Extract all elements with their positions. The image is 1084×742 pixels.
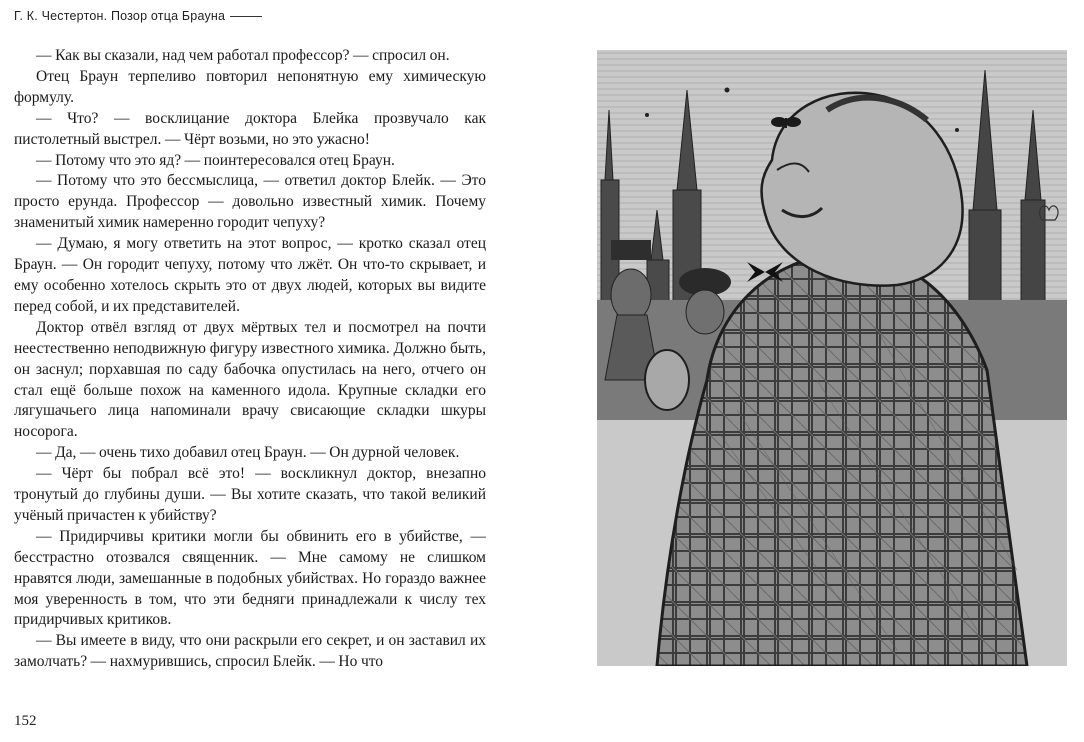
paragraph: Доктор отвёл взгляд от двух мёртвых тел и посмотрел на почти неестественно неподвижную фигуру известного химика. Должно быть, он заснул; порхавшая по саду бабочка опустилась на него, отчего он стал ещё больше похож на каменного идола. Крупные складки его лягушачьего лица напоминали врачу свисающие складки шкуры носорога. xyxy=(14,318,486,441)
page-number: 152 xyxy=(14,713,37,729)
hands xyxy=(645,350,689,410)
pencil-illustration xyxy=(597,50,1067,666)
paragraph: — Как вы сказали, над чем работал профессор? — спросил он. xyxy=(36,47,450,64)
paragraph: — Потому что это бессмыслица, — ответил доктор Блейк. — Это просто ерунда. Профессор — довольно известный химик. Почему знаменитый химик намеренно городит чепуху? xyxy=(14,172,486,232)
text-column xyxy=(14,46,486,673)
running-head-title: Г. К. Честертон. Позор отца Брауна xyxy=(14,9,226,23)
paragraph: — Думаю, я могу ответить на этот вопрос, — кротко сказал отец Браун. — Он городит чепуху, потому что лжёт. Он что-то скрывает, и ему особенно хотелось скрыть это от двух людей, которых вы видите перед собой, и их представителей. xyxy=(14,235,486,315)
running-head-rule xyxy=(230,16,262,17)
paragraph: — Да, — очень тихо добавил отец Браун. — Он дурной человек. xyxy=(36,444,460,462)
paragraph: — Потому что это яд? — поинтересовался отец Браун. xyxy=(36,151,395,169)
paragraph: Отец Браун терпеливо повторил непонятную ему химическую формулу. xyxy=(14,67,486,106)
butterfly-icon xyxy=(771,117,801,128)
paragraph: — Чёрт бы побрал всё это! — воскликнул доктор, внезапно тронутый до глубины души. — Вы хотите сказать, что такой великий учёный причастен к убийству? xyxy=(14,465,486,524)
paragraph: — Придирчивы критики могли бы обвинить его в убийстве, — бесстрастно отозвался священник. — Мне самому не слишком нравятся люди, замешанные в подобных убийствах. Но гораздо важнее моя уверенность в том, что эти бедняги принадлежали к числу тех придирчивых критиков. xyxy=(14,527,486,629)
paragraph: — Вы имеете в виду, что они раскрыли его секрет, и он заставил их замолчать? — нахмурившись, спросил Блейк. — Но что xyxy=(14,632,486,671)
running-head xyxy=(14,9,262,23)
paragraph: — Что? — восклицание доктора Блейка прозвучало как пистолетный выстрел. — Чёрт возьми, но это ужасно! xyxy=(14,109,486,148)
